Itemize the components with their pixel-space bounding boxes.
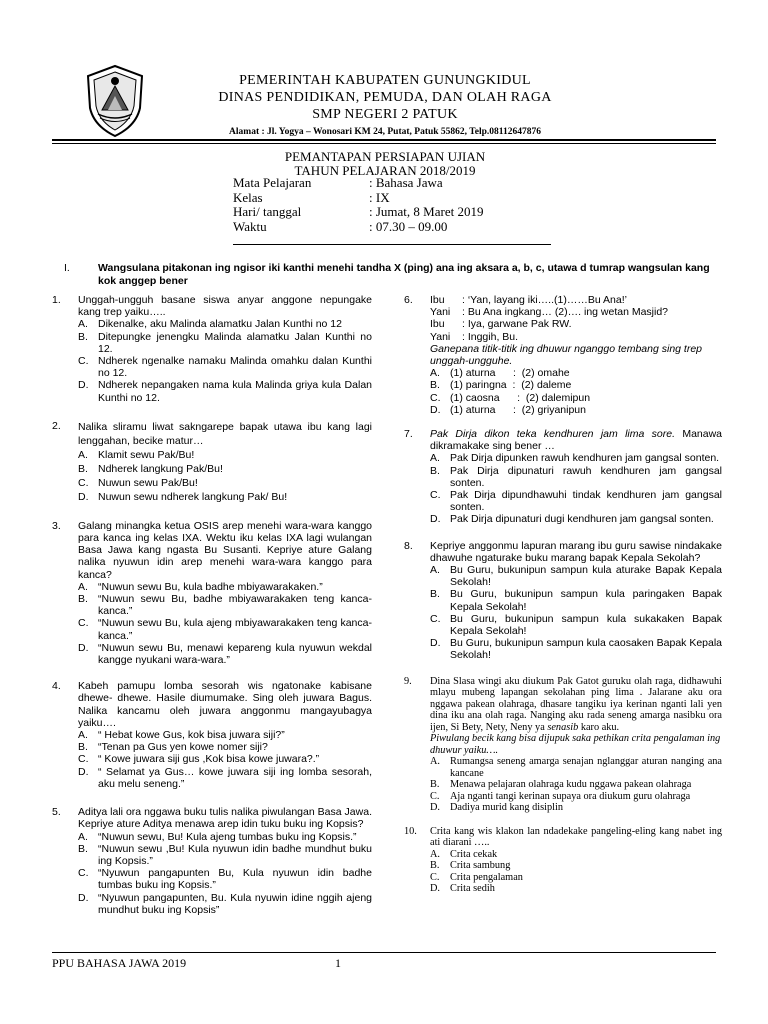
option-d[interactable] <box>78 892 372 916</box>
option-letter: D. <box>78 379 89 392</box>
instruction-number: I. <box>64 262 70 274</box>
option-c[interactable] <box>78 617 372 641</box>
option-text: (1) caosna : (2) dalemipun <box>450 391 591 404</box>
option-c[interactable] <box>78 476 372 490</box>
meta-value: : Jumat, 8 Maret 2019 <box>369 204 484 219</box>
question-5 <box>52 806 372 916</box>
dialog-text: : Inggih, Bu. <box>462 330 519 343</box>
option-c[interactable] <box>78 355 372 379</box>
option-c[interactable] <box>430 392 722 404</box>
meta-row-subject <box>233 176 483 191</box>
question-number: 4. <box>52 680 61 693</box>
option-letter: A. <box>78 580 88 593</box>
option-c[interactable] <box>430 613 722 637</box>
option-text: Menawa pelajaran olahraga kudu nggawa pakean olahraga <box>450 779 692 791</box>
question-stem: Aditya lali ora nggawa buku tulis nalika piwulangan Basa Jawa. Kepriye ature Aditya menawa arep idin tuku buku ing Kopsis? <box>78 806 372 831</box>
option-text: (1) aturna : (2) griyanipun <box>450 403 586 416</box>
dialog-speaker: Yani <box>430 306 451 319</box>
option-letter: C. <box>430 612 441 625</box>
question-number: 1. <box>52 294 61 306</box>
option-letter: A. <box>430 452 440 465</box>
option-letter: C. <box>78 355 89 368</box>
option-text: Ditepungke jenengku Malinda alamatku Jalan Kunthi no 12. <box>98 330 372 355</box>
passage-italic: senasib <box>547 721 579 733</box>
option-text: Crita pengalaman <box>450 871 523 883</box>
option-text: Dadiya murid kang disiplin <box>450 802 563 814</box>
option-letter: A. <box>78 830 88 843</box>
option-letter: D. <box>430 513 441 526</box>
meta-row-time <box>233 220 483 235</box>
option-b[interactable] <box>430 379 722 391</box>
option-letter: A. <box>430 756 441 768</box>
option-letter: C. <box>78 753 89 766</box>
dialog-text: : Bu Ana ingkang… (2)…. ing wetan Masjid? <box>462 306 669 319</box>
option-text: Crita sedih <box>450 883 495 895</box>
option-d[interactable] <box>78 490 372 504</box>
option-letter: D. <box>430 403 441 416</box>
option-text: Nuwun sewu Pak/Bu! <box>98 476 198 489</box>
option-letter: C. <box>430 391 441 404</box>
option-letter: C. <box>430 790 440 802</box>
option-d[interactable] <box>78 379 372 403</box>
option-letter: A. <box>430 367 440 380</box>
option-b[interactable] <box>78 462 372 476</box>
option-letter: C. <box>78 867 89 880</box>
meta-row-class <box>233 191 483 206</box>
letterhead-government: PEMERINTAH KABUPATEN GUNUNGKIDUL <box>239 73 531 88</box>
option-letter: B. <box>78 741 88 754</box>
meta-key: Waktu <box>233 218 267 234</box>
option-text: Pak Dirja dipunken rawuh kendhuren jam gangsal sonten. <box>450 452 720 465</box>
option-letter: B. <box>78 462 88 475</box>
option-a[interactable] <box>78 318 372 330</box>
footer-rule <box>52 952 716 953</box>
option-c[interactable] <box>430 872 722 884</box>
dialog-line <box>430 331 722 343</box>
dialog-speaker: Yani <box>430 330 451 343</box>
question-number: 7. <box>404 428 413 441</box>
question-number: 10. <box>404 825 417 837</box>
question-prompt: Piwulang becik kang bisa dijupuk saka pethikan crita pengalaman ing dhuwur yaiku…. <box>430 733 721 756</box>
letterhead-office: DINAS PENDIDIKAN, PEMUDA, DAN OLAH RAGA <box>218 90 552 105</box>
option-letter: C. <box>78 617 89 630</box>
dialog-speaker: Ibu <box>430 294 445 306</box>
option-text: (1) aturna : (2) omahe <box>450 367 570 380</box>
letterhead <box>160 72 610 139</box>
question-4 <box>52 680 372 790</box>
option-d[interactable] <box>78 642 372 666</box>
option-d[interactable] <box>430 404 722 416</box>
exam-meta <box>233 176 483 234</box>
question-number: 2. <box>52 419 61 432</box>
exam-title-line2: TAHUN PELAJARAN 2018/2019 <box>294 163 476 178</box>
option-a[interactable] <box>430 849 722 861</box>
gunungkidul-crest-icon <box>84 64 146 138</box>
question-stem: Unggah-ungguh basane siswa anyar anggone nepungake kang trep yaiku….. <box>78 294 372 319</box>
letterhead-rule-thick <box>52 139 716 141</box>
question-3 <box>52 520 372 666</box>
option-text: “ Selamat ya Gus… kowe juwara siji ing lomba sesorah, aku melu seneng.” <box>98 765 372 790</box>
option-letter: A. <box>430 848 441 860</box>
option-text: “Nuwun sewu Bu, kula badhe mbiyawarakaken.” <box>98 580 323 593</box>
option-text: Bu Guru, bukunipun sampun kula paringaken Bapak Kepala Sekolah! <box>450 588 722 613</box>
meta-value: : IX <box>369 189 390 205</box>
option-text: Bu Guru, bukunipun sampun kula sukakaken Bapak Kepala Sekolah! <box>450 612 722 638</box>
meta-key: Kelas <box>233 189 263 205</box>
option-letter: D. <box>78 490 89 503</box>
option-text: Crita sambung <box>450 860 511 872</box>
option-text: “ Kowe juwara siji gus ,Kok bisa kowe juwara?.” <box>98 753 320 766</box>
letterhead-school: SMP NEGERI 2 PATUK <box>312 107 458 122</box>
option-text: Ndherek nepangaken nama kula Malinda griya kula Dalan Kunthi no 12. <box>98 379 372 404</box>
question-stem <box>430 428 722 452</box>
option-letter: B. <box>78 593 88 606</box>
option-b[interactable] <box>430 465 722 489</box>
option-text: Pak Dirja dipunaturi dugi kendhuren jam gangsal sonten. <box>450 513 714 526</box>
question-7 <box>404 428 722 526</box>
option-text: Ndherek langkung Pak/Bu! <box>98 462 223 475</box>
option-a[interactable] <box>78 448 372 462</box>
option-b[interactable] <box>430 860 722 872</box>
instruction-text: Wangsulana pitakonan ing ngisor iki kanthi menehi tandha X (ping) ana ing aksara a, b, c, utawa d tumrap wangsulan kang kok anggep bener <box>98 262 710 287</box>
option-text: “Nuwun sewu, Bu! Kula ajeng tumbas buku ing Kopsis.” <box>98 830 357 843</box>
option-b[interactable] <box>78 843 372 867</box>
passage-text-end: karo aku. <box>578 721 620 733</box>
option-a[interactable] <box>430 367 722 379</box>
option-text: Bu Guru, bukunipun sampun kula caosaken Bapak Kepala Sekolah! <box>450 637 723 662</box>
dialog-speaker: Ibu <box>430 318 445 331</box>
passage-text: Dina Slasa wingi aku diukum Pak Gatot guruku olah raga, didhawuhi mlayu mubeng lapangan sekolahan ping lima . Jalarane aku ora nggawa pakean olahraga, dhasare tangiku iya kerinan nganti lali yen dina iku ana olah raga. Nanging aku rada seneng amarga nasibku ora ijen, Si Bety, Nety, Neny ya <box>430 675 722 733</box>
option-text: “Nyuwun pangapunten Bu, Kula nyuwun idin badhe tumbas buku ing Kopsis.” <box>98 867 372 892</box>
option-c[interactable] <box>430 791 722 803</box>
option-text: Crita cekak <box>450 848 498 860</box>
dialog-text: : ‘Yan, layang iki…..(1)……Bu Ana!’ <box>462 294 627 306</box>
option-d[interactable] <box>78 766 372 790</box>
option-a[interactable] <box>430 452 722 464</box>
option-letter: C. <box>430 489 441 502</box>
option-letter: B. <box>78 842 88 855</box>
option-text: Nuwun sewu ndherek langkung Pak/ Bu! <box>98 490 288 503</box>
option-text: “Tenan pa Gus yen kowe nomer siji? <box>98 741 268 754</box>
option-c[interactable] <box>78 867 372 891</box>
option-text: “Nyuwun pangapunten, Bu. Kula nyuwin idine nggih ajeng mundhut buku ing Kopsis” <box>98 891 372 916</box>
option-letter: A. <box>78 318 88 331</box>
option-letter: B. <box>430 860 440 872</box>
option-letter: D. <box>78 641 89 654</box>
left-column <box>52 294 372 928</box>
option-letter: D. <box>430 802 441 814</box>
option-a[interactable] <box>78 729 372 741</box>
option-letter: B. <box>78 330 88 343</box>
exam-title <box>160 150 610 178</box>
option-text: “ Hebat kowe Gus, kok bisa juwara siji?” <box>98 729 285 742</box>
meta-value: : Bahasa Jawa <box>369 175 443 190</box>
option-letter: A. <box>78 729 88 742</box>
option-b[interactable] <box>78 331 372 355</box>
meta-key: Mata Pelajaran <box>233 175 312 190</box>
option-d[interactable] <box>430 637 722 661</box>
option-letter: D. <box>430 883 441 895</box>
question-stem: Kabeh pamupu lomba sesorah wis ngatonake kabisane dhewe- dhewe. Hasile diumumake. Sing oleh juwara Bagus. Nalika kancamu oleh juwara anggonmu mangayubagya yaiku…. <box>78 680 372 729</box>
option-text: “Nuwun sewu Bu, badhe mbiyawarakaken teng kanca-kanca.” <box>98 593 372 618</box>
option-a[interactable] <box>430 564 722 588</box>
dialog-line <box>430 294 722 306</box>
option-letter: A. <box>430 564 440 577</box>
letterhead-address: Alamat : Jl. Yogya – Wonosari KM 24, Putat, Patuk 55862, Telp.08112647876 <box>229 127 541 137</box>
option-text: “Nuwun sewu Bu, kula ajeng mbiyawarakaken teng kanca-kanca.” <box>98 617 372 642</box>
question-passage <box>430 676 722 734</box>
option-letter: B. <box>430 779 440 791</box>
option-text: “Nuwun sewu Bu, menawi kepareng kula nyuwun wekdal kangge nyukani wara-wara.” <box>98 641 372 667</box>
option-text: Bu Guru, bukunipun sampun kula aturake Bapak Kepala Sekolah! <box>450 564 722 589</box>
question-number: 5. <box>52 806 61 819</box>
question-stem-rest: Manawa dikramakake sing bener … <box>430 428 723 453</box>
question-stem: Kepriye anggonmu lapuran marang ibu guru sawise nindakake dhawuhe ngaturake buku marang bapak Kepala Sekolah? <box>430 539 722 564</box>
question-prompt: Ganepana titik-titik ing dhuwur nganggo tembang sing trep unggah-ungguhe. <box>430 342 703 368</box>
dialog-text: : Iya, garwane Pak RW. <box>462 318 572 331</box>
option-text: Aja nganti tangi kerinan supaya ora diukum guru olahraga <box>450 790 691 802</box>
question-2 <box>52 420 372 504</box>
option-a[interactable] <box>430 756 722 779</box>
option-text: “Nuwun sewu ,Bu! Kula nyuwun idin badhe mundhut buku ing Kopsis.” <box>98 842 372 867</box>
option-text: Dikenalke, aku Malinda alamatku Jalan Kunthi no 12 <box>98 318 342 331</box>
question-number: 6. <box>404 294 413 306</box>
dialog-line <box>430 318 722 330</box>
question-stem: Crita kang wis klakon lan ndadekake pangeling-eling kang nabet ing ati diarani ….. <box>430 825 722 849</box>
question-stem: Nalika sliramu liwat sakngarepe bapak utawa ibu kang lagi lenggahan, becike matur… <box>78 420 372 447</box>
question-stem-italic: Pak Dirja dikon teka kendhuren jam lima sore. <box>430 428 675 441</box>
option-text: Pak Dirja dipunaturi rawuh kendhuren jam gangsal sonten. <box>450 464 722 489</box>
option-letter: D. <box>78 891 89 904</box>
question-9 <box>404 676 722 814</box>
question-6 <box>404 294 722 416</box>
option-text: Ndherek ngenalke namaku Malinda omahku dalan Kunthi no 12. <box>98 355 372 380</box>
option-letter: A. <box>78 448 88 461</box>
option-letter: D. <box>78 765 89 778</box>
option-b[interactable] <box>430 588 722 612</box>
option-letter: D. <box>430 637 441 650</box>
question-1 <box>52 294 372 404</box>
question-10 <box>404 826 722 895</box>
option-letter: B. <box>430 379 440 392</box>
question-number: 3. <box>52 519 61 532</box>
exam-title-line1: PEMANTAPAN PERSIAPAN UJIAN <box>284 149 486 164</box>
option-letter: C. <box>430 871 440 883</box>
footer-title: PPU BAHASA JAWA 2019 <box>52 956 187 970</box>
option-c[interactable] <box>78 753 372 765</box>
option-text: Rumangsa seneng amarga senajan nglanggar aturan nanging ana kancane <box>450 756 722 779</box>
page-number: 1 <box>335 956 341 970</box>
dialog-line <box>430 306 722 318</box>
question-number: 8. <box>404 539 413 552</box>
meta-rule <box>233 244 551 245</box>
question-number: 9. <box>404 675 412 687</box>
option-text: Klamit sewu Pak/Bu! <box>98 448 195 461</box>
option-d[interactable] <box>430 802 722 814</box>
option-d[interactable] <box>430 513 722 525</box>
meta-key: Hari/ tanggal <box>233 204 302 219</box>
option-c[interactable] <box>430 489 722 513</box>
option-a[interactable] <box>78 581 372 593</box>
option-a[interactable] <box>78 831 372 843</box>
option-b[interactable] <box>430 779 722 791</box>
option-letter: B. <box>430 464 440 477</box>
option-text: (1) paringna : (2) daleme <box>450 379 572 392</box>
option-b[interactable] <box>78 593 372 617</box>
option-text: Pak Dirja dipundhawuhi tindak kendhuren jam gangsal sonten. <box>450 489 722 514</box>
letterhead-rule-thin <box>52 143 716 144</box>
option-d[interactable] <box>430 883 722 895</box>
question-stem: Galang minangka ketua OSIS arep menehi wara-wara kanggo para kanca ing kelas IXA. Wektu iku kelas IXA lagi wulangan Basa Jawa kang ngasta Bu Susanti. Kepriye ature Galang nalika nyuwun idin arep menehi wara-wara kanggo para kanca? <box>78 519 372 581</box>
option-b[interactable] <box>78 741 372 753</box>
option-letter: C. <box>78 476 89 489</box>
question-8 <box>404 540 722 662</box>
meta-row-date <box>233 205 483 220</box>
right-column <box>404 294 722 907</box>
meta-value: : 07.30 – 09.00 <box>369 218 448 234</box>
option-letter: B. <box>430 588 440 601</box>
